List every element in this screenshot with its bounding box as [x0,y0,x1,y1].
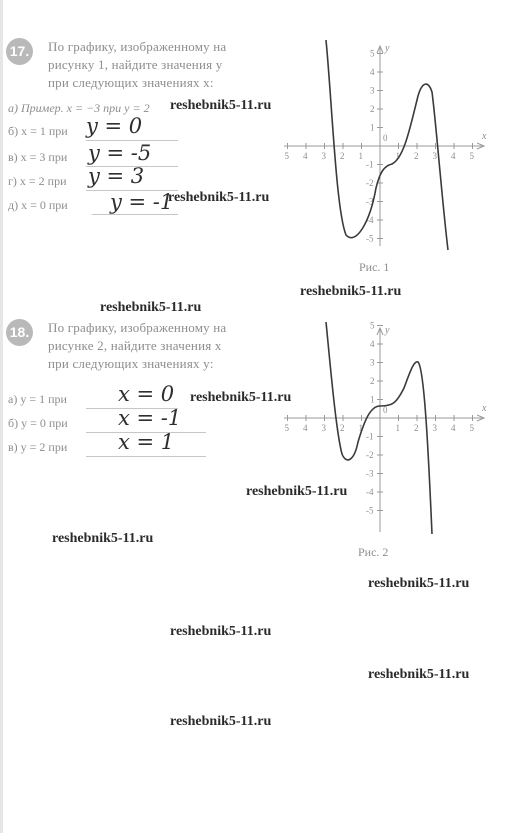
graph2-x-tick-label: 2 [414,423,419,433]
graph1-x-tick-label: 1 [358,151,363,161]
graph2-y-tick-label: -2 [366,450,374,460]
graph2-y-tick-label: 3 [370,357,375,368]
graph1-y-tick-label: -1 [366,159,374,170]
graph1-x-tick-label: 3 [321,151,326,161]
graph1-y-tick-label: 4 [370,67,375,77]
graph2-x-tick-label: 5 [469,423,474,433]
watermark-3: reshebnik5-11.ru [300,284,402,299]
watermark-6: reshebnik5-11.ru [246,484,348,499]
task-18-number-badge: 18. [6,319,33,346]
watermark-8: reshebnik5-11.ru [368,576,470,591]
graph2-y-tick-label: -5 [366,505,374,516]
watermark-1: reshebnik5-11.ru [170,98,272,113]
graph-1-origin: 0 [383,133,388,143]
task-17-item-d-blank [92,214,178,215]
graph1-y-tick-label: 3 [370,85,375,96]
graph1-x-tick-label: 2 [340,151,345,161]
page-edge [0,0,3,833]
graph2-y-tick-label: 5 [370,322,375,331]
task-17-item-d-answer: y = -1 [110,190,174,214]
task-17-item-b-label: б) x = 1 при [8,124,68,138]
graph-2-x-label: x [482,403,487,414]
task-17-intro-line-1: По графику, изображенному на [48,39,227,54]
graph1-x-tick-label: 3 [432,151,437,161]
task-17-intro-line-3: при следующих значениях x: [48,75,214,90]
graph1-y-tick-label: -3 [366,196,374,207]
graph2-y-tick-label: -3 [366,468,374,479]
task-17-item-b-answer: y = 0 [86,114,143,138]
graph-1-x-label: x [482,131,487,142]
graph1-x-tick-label: 4 [451,151,456,161]
task-18-item-v-blank [86,456,206,457]
watermark-11: reshebnik5-11.ru [170,714,272,729]
graph1-x-tick-label: 2 [414,151,419,161]
graph-2-y-label: y [385,325,390,336]
graph2-y-tick-label: -4 [366,487,374,497]
graph-2-origin: 0 [383,405,388,415]
graph2-x-tick-label: 1 [395,423,400,433]
graph1-y-tick-label: -2 [366,178,374,188]
graph2-x-tick-label: 4 [451,423,456,433]
watermark-10: reshebnik5-11.ru [368,667,470,682]
task-17-item-d-label: д) x = 0 при [8,198,68,212]
task-18-intro-line-3: при следующих значениях y: [48,356,214,371]
graph2-y-tick-label: 2 [370,376,375,386]
task-18-intro-line-1: По графику, изображенному на [48,320,227,335]
graph1-y-tick-label: -4 [366,215,374,225]
watermark-7: reshebnik5-11.ru [52,531,154,546]
watermark-9: reshebnik5-11.ru [170,624,272,639]
graph-2 [284,322,490,534]
task-18-item-v-answer: x = 1 [118,430,175,454]
graph1-y-tick-label: 5 [370,48,375,59]
task-18-item-b-answer: x = -1 [118,406,182,430]
task-18-item-v-label: в) y = 2 при [8,440,68,454]
task-17-intro-line-2: рисунку 1, найдите значения y [48,57,223,72]
task-17-number-badge: 17. [6,38,33,65]
watermark-4: reshebnik5-11.ru [100,300,202,315]
watermark-5: reshebnik5-11.ru [190,390,292,405]
graph1-x-tick-label: 4 [303,151,308,161]
task-17-item-v-label: в) x = 3 при [8,150,68,164]
task-17-item-v-answer: y = -5 [88,141,152,165]
graph-1 [284,40,490,250]
graph2-x-tick-label: 4 [303,423,308,433]
graph2-x-tick-label: 3 [321,423,326,433]
graph1-x-tick-label: 5 [469,151,474,161]
figure-1-caption: Рис. 1 [359,260,390,274]
task-17-item-g-answer: y = 3 [88,164,145,188]
graph2-x-tick-label: 1 [358,423,363,433]
graph2-y-tick-label: -1 [366,431,374,442]
graph2-x-tick-label: 2 [340,423,345,433]
graph-1-y-label: y [385,43,390,54]
task-18-item-a-answer: x = 0 [118,382,175,406]
task-18-item-b-label: б) y = 0 при [8,416,68,430]
figure-2-caption: Рис. 2 [358,545,389,559]
watermark-2: reshebnik5-11.ru [168,190,270,205]
task-17-item-g-label: г) x = 2 при [8,174,67,188]
graph2-x-tick-label: 5 [284,423,289,433]
graph2-x-tick-label: 3 [432,423,437,433]
graph1-y-tick-label: -5 [366,233,374,244]
task-17-example: а) Пример. x = −3 при y = 2 [8,101,150,115]
graph1-x-tick-label: 1 [395,151,400,161]
graph1-y-tick-label: 2 [370,104,375,114]
task-18-item-a-label: а) y = 1 при [8,392,67,406]
graph2-y-tick-label: 4 [370,339,375,349]
task-18-intro-line-2: рисунке 2, найдите значения x [48,338,222,353]
graph1-x-tick-label: 5 [284,151,289,161]
graph-1-curve [326,40,448,250]
graph2-y-tick-label: 1 [370,394,375,405]
graph1-y-tick-label: 1 [370,122,375,133]
